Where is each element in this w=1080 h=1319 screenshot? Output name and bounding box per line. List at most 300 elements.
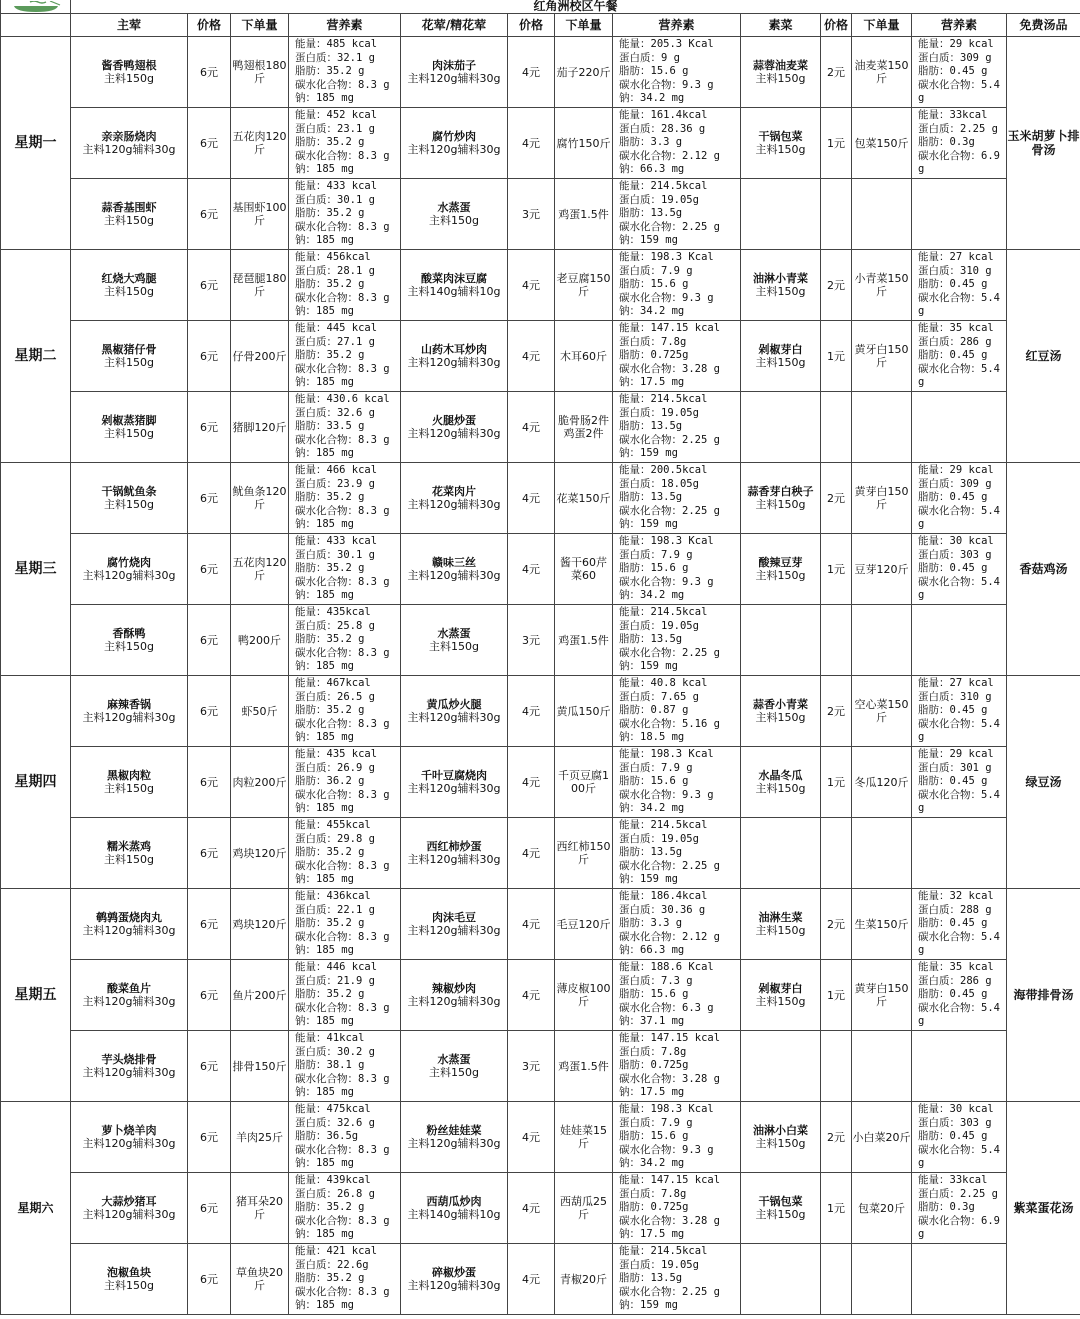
side-price: 4元 [508,960,555,1031]
nutrition-line: 钠：185 mg [295,944,354,957]
nutrition-line: 碳水化合物：2.12 g [619,149,720,162]
nutrition-line: 蛋白质：22.1 g [295,903,375,916]
nutrition-line: 能量：214.5kcal [619,393,708,406]
nutrition-line: 蛋白质：309 g [918,477,992,490]
nutrition-line: 能量：455kcal [295,819,371,832]
dish-spec: 主料150g [755,782,806,795]
nutrition-line: 能量：198.3 Kcal [619,251,714,264]
nutrition-line: 脂肪：0.45 g [918,349,988,362]
nutrition-line: 脂肪：35.2 g [295,278,365,291]
side-order-qty: 脆骨肠2件鸡蛋2件 [555,392,613,463]
soup-cell: 香菇鸡汤 [1007,463,1080,676]
dish-spec: 主料120g辅料30g [407,569,501,582]
side-order-qty: 毛豆120斤 [555,889,613,960]
nutrition-line: 能量：27 kcal [918,677,994,690]
dish-name: 亲亲肠烧肉 [101,130,157,143]
nutrition-line: 能量：421 kcal [295,1245,378,1258]
dish-spec: 主料140g辅料10g [407,1208,501,1221]
dish-spec: 主料150g [104,427,154,440]
nutrition-line: 蛋白质：2.25 g [918,122,998,135]
nutrition-line: 脂肪：15.6 g [619,775,689,788]
nutrition-line: 脂肪：13.5g [619,207,683,220]
dish-spec: 主料150g [755,924,806,937]
nutrition-line: 碳水化合物：5.4 [918,291,1000,304]
nutrition-line: 蛋白质：288 g [918,903,992,916]
nutrition-line: 碳水化合物：8.3 g [295,646,390,659]
nutrition-line: 钠：159 mg [619,1299,678,1312]
nutrition-line: 钠：185 mg [295,660,354,673]
side-price: 4元 [508,889,555,960]
side-price: 4元 [508,1173,555,1244]
dish-cell [71,1031,188,1102]
nutrition-line: 钠：34.2 mg [619,92,685,105]
nutrition-cell [613,534,741,605]
veg-price: 2元 [821,37,852,108]
nutrition-line: 蛋白质：7.8g [619,1045,687,1058]
side-order-qty: 鸡蛋1.5件 [555,179,613,250]
veg-order-qty: 豆芽120斤 [852,534,912,605]
nutrition-line: 钠：17.5 mg [619,1086,685,1099]
nutrition-line: 蛋白质：23.1 g [295,122,375,135]
main-price: 6元 [188,1102,231,1173]
nutrition-line: 钠：185 mg [295,305,354,318]
nutrition-cell [613,1244,741,1315]
dish-cell [401,605,508,676]
nutrition-line: 能量：147.15 kcal [619,322,721,335]
nutrition-line: 钠：159 mg [619,518,678,531]
nutrition-line: 蛋白质：2.25 g [918,1187,998,1200]
dish-cell [401,1031,508,1102]
side-order-qty: 茄子220斤 [555,37,613,108]
nutrition-line: 钠：185 mg [295,92,354,105]
nutrition-cell [613,179,741,250]
dish-spec: 主料150g [755,498,806,511]
nutrition-line: 能量：188.6 Kcal [619,961,714,974]
soup-cell: 红豆汤 [1007,250,1080,463]
dish-spec: 主料120g辅料30g [82,1137,176,1150]
dish-name: 剁椒芽白 [758,982,803,995]
dish-cell [741,1173,821,1244]
nutrition-line: 钠：185 mg [295,589,354,602]
nutrition-cell [912,889,1007,960]
nutrition-line: 能量：29 kcal [918,464,994,477]
dish-spec: 主料120g辅料30g [407,72,501,85]
nutrition-line: 碳水化合物：6.3 g [619,1001,714,1014]
dish-cell [741,250,821,321]
nutrition-line: 蛋白质：29.8 g [295,832,375,845]
empty-cell [852,1244,912,1315]
nutrition-line: 能量：40.8 kcal [619,677,708,690]
nutrition-line: 能量：435 kcal [295,748,378,761]
nutrition-line: 能量：35 kcal [918,322,994,335]
dish-spec: 主料120g辅料30g [82,1066,176,1079]
dish-name: 黑椒肉粒 [107,769,151,782]
dish-spec: 主料150g [755,711,806,724]
nutrition-line: 蛋白质：7.9 g [619,761,693,774]
nutrition-line: 脂肪：35.2 g [295,562,365,575]
dish-cell [71,37,188,108]
nutrition-cell [912,960,1007,1031]
nutrition-cell [289,889,401,960]
nutrition-line: 蛋白质：25.8 g [295,619,375,632]
nutrition-line: 脂肪：33.5 g [295,420,365,433]
empty-cell [852,392,912,463]
nutrition-line: g [918,92,925,105]
nutrition-line: 蛋白质：32.6 g [295,406,375,419]
side-order-qty: 娃娃菜15斤 [555,1102,613,1173]
nutrition-line: 脂肪：0.45 g [918,562,988,575]
nutrition-line: 能量：433 kcal [295,535,378,548]
nutrition-line: 蛋白质：26.8 g [295,1187,375,1200]
nutrition-line: 蛋白质：19.05g [619,1258,699,1271]
day-label: 星期四 [1,676,71,889]
table-row [1,1173,1080,1244]
dish-name: 西葫瓜炒肉 [426,1195,482,1208]
dish-name: 西红柿炒蛋 [426,840,482,853]
nutrition-line: 钠：185 mg [295,1157,354,1170]
column-header: 价格 [188,14,231,37]
empty-cell [912,179,1007,250]
nutrition-cell [613,250,741,321]
header-blank [1,14,71,37]
nutrition-line: 脂肪：0.3g [918,1201,975,1214]
column-header: 下单量 [231,14,289,37]
table-row [1,605,1080,676]
dish-cell [71,321,188,392]
nutrition-cell [912,1102,1007,1173]
veg-price: 2元 [821,250,852,321]
nutrition-line: 能量：436kcal [295,890,371,903]
dish-cell [71,1173,188,1244]
nutrition-line: 钠：185 mg [295,518,354,531]
main-price: 6元 [188,392,231,463]
dish-spec: 主料120g辅料30g [82,569,176,582]
nutrition-line: 碳水化合物：8.3 g [295,78,390,91]
nutrition-line: g [918,1015,925,1028]
nutrition-line: 碳水化合物：9.3 g [619,1143,714,1156]
soup-cell: 海带排骨汤 [1007,889,1080,1102]
dish-spec: 主料120g辅料30g [407,1279,501,1292]
dish-cell [71,747,188,818]
nutrition-line: 脂肪：35.2 g [295,1272,365,1285]
empty-cell [852,605,912,676]
nutrition-cell [613,605,741,676]
nutrition-line: 蛋白质：19.05g [619,406,699,419]
dish-cell [741,889,821,960]
nutrition-line: 脂肪：35.2 g [295,207,365,220]
column-header: 价格 [821,14,852,37]
main-price: 6元 [188,179,231,250]
main-order-qty: 鱿鱼条120斤 [231,463,289,534]
table-row [1,179,1080,250]
nutrition-line: g [918,376,925,389]
side-price: 3元 [508,179,555,250]
nutrition-line: 蛋白质：9 g [619,51,680,64]
nutrition-cell [289,605,401,676]
dish-spec: 主料120g辅料30g [407,711,501,724]
nutrition-line: 钠：66.3 mg [619,944,685,957]
nutrition-line: 蛋白质：19.05g [619,193,699,206]
nutrition-line: 碳水化合物：2.25 g [619,1285,720,1298]
nutrition-cell [613,889,741,960]
nutrition-line: 能量：205.3 Kcal [619,38,714,51]
nutrition-line: 脂肪：35.2 g [295,988,365,1001]
dish-name: 油淋小青菜 [753,272,808,285]
nutrition-line: 钠：66.3 mg [619,163,685,176]
dish-spec: 主料120g辅料30g [407,143,501,156]
nutrition-line: 能量：32 kcal [918,890,994,903]
side-order-qty: 千页豆腐100斤 [555,747,613,818]
veg-order-qty: 冬瓜120斤 [852,747,912,818]
nutrition-line: 碳水化合物：8.3 g [295,930,390,943]
nutrition-cell [289,676,401,747]
empty-cell [852,818,912,889]
veg-price: 1元 [821,960,852,1031]
dish-name: 剁椒蒸猪脚 [101,414,157,427]
dish-spec: 主料120g辅料30g [407,498,501,511]
dish-name: 火腿炒蛋 [432,414,476,427]
nutrition-line: 钠：185 mg [295,731,354,744]
dish-name: 芋头烧排骨 [101,1053,157,1066]
nutrition-line: 蛋白质：310 g [918,690,992,703]
dish-spec: 主料150g [755,1137,806,1150]
dish-cell [741,37,821,108]
dish-cell [71,960,188,1031]
dish-spec: 主料140g辅料10g [407,285,501,298]
nutrition-cell [912,1173,1007,1244]
nutrition-cell [912,37,1007,108]
nutrition-line: 碳水化合物：5.4 [918,575,1000,588]
veg-price: 1元 [821,321,852,392]
dish-spec: 主料120g辅料30g [407,1137,501,1150]
dish-cell [71,605,188,676]
nutrition-line: 蛋白质：30.2 g [295,1045,375,1058]
dish-name: 酸辣豆芽 [758,556,803,569]
nutrition-line: 钠：185 mg [295,802,354,815]
dish-name: 酸菜鱼片 [107,982,151,995]
nutrition-line: 钠：34.2 mg [619,589,685,602]
table-row [1,1102,1080,1173]
nutrition-line: 蛋白质：30.36 g [619,903,706,916]
veg-order-qty: 油麦菜150斤 [852,37,912,108]
nutrition-cell [613,1031,741,1102]
dish-cell [71,676,188,747]
dish-name: 香酥鸭 [112,627,146,640]
dish-name: 蒜香小青菜 [753,698,808,711]
side-order-qty: 木耳60斤 [555,321,613,392]
nutrition-cell [289,1244,401,1315]
nutrition-line: 蛋白质：7.65 g [619,690,699,703]
nutrition-line: 脂肪：0.725g [619,1059,689,1072]
main-order-qty: 仔骨200斤 [231,321,289,392]
table-row [1,889,1080,960]
bowl-icon [1,0,70,13]
main-price: 6元 [188,1244,231,1315]
empty-cell [821,605,852,676]
empty-cell [741,1244,821,1315]
nutrition-line: 碳水化合物：2.25 g [619,504,720,517]
main-order-qty: 虾50斤 [231,676,289,747]
nutrition-line: 碳水化合物：8.3 g [295,575,390,588]
nutrition-line: 能量：147.15 kcal [619,1032,721,1045]
nutrition-line: g [918,1157,925,1170]
dish-cell [401,960,508,1031]
dish-spec: 主料150g [755,285,806,298]
nutrition-line: 蛋白质：7.8g [619,335,687,348]
empty-cell [852,179,912,250]
nutrition-line: 能量：214.5kcal [619,180,708,193]
dish-name: 干锅鱿鱼条 [101,485,157,498]
logo-cell [1,0,71,14]
side-price: 4元 [508,1102,555,1173]
nutrition-line: 蛋白质：32.1 g [295,51,375,64]
nutrition-line: 钠：185 mg [295,1086,354,1099]
nutrition-line: g [918,305,925,318]
nutrition-line: 能量：35 kcal [918,961,994,974]
dish-name: 酱香鸭翅根 [101,59,157,72]
nutrition-line: 能量：439kcal [295,1174,371,1187]
nutrition-line: 钠：185 mg [295,1228,354,1241]
nutrition-line: 脂肪：0.45 g [918,988,988,1001]
dish-cell [741,960,821,1031]
nutrition-cell [912,463,1007,534]
veg-price: 1元 [821,534,852,605]
dish-name: 粉丝娃娃菜 [426,1124,482,1137]
nutrition-line: 能量：161.4kcal [619,109,708,122]
main-order-qty: 肉粒200斤 [231,747,289,818]
main-price: 6元 [188,321,231,392]
nutrition-line: 碳水化合物：8.3 g [295,362,390,375]
nutrition-line: 钠：17.5 mg [619,376,685,389]
nutrition-line: 脂肪：0.45 g [918,1130,988,1143]
nutrition-cell [613,818,741,889]
main-price: 6元 [188,1031,231,1102]
dish-spec: 主料150g [429,1066,479,1079]
nutrition-line: 碳水化合物：9.3 g [619,291,714,304]
nutrition-line: 碳水化合物：8.3 g [295,504,390,517]
dish-spec: 主料120g辅料30g [407,427,501,440]
main-price: 6元 [188,605,231,676]
nutrition-line: 碳水化合物：5.16 g [619,717,720,730]
nutrition-line: 脂肪：35.2 g [295,704,365,717]
dish-spec: 主料120g辅料30g [82,995,176,1008]
dish-cell [741,1102,821,1173]
nutrition-cell [289,1031,401,1102]
dish-cell [401,889,508,960]
table-row [1,534,1080,605]
table-row [1,250,1080,321]
main-order-qty: 草鱼块20斤 [231,1244,289,1315]
dish-name: 腐竹烧肉 [107,556,151,569]
main-price: 6元 [188,250,231,321]
empty-cell [912,605,1007,676]
dish-spec: 主料150g [755,1208,806,1221]
nutrition-line: 能量：30 kcal [918,535,994,548]
empty-cell [741,818,821,889]
nutrition-line: 能量：475kcal [295,1103,371,1116]
dish-cell [401,108,508,179]
main-order-qty: 五花肉120斤 [231,108,289,179]
column-header: 营养素 [912,14,1007,37]
nutrition-cell [289,1102,401,1173]
side-order-qty: 鸡蛋1.5件 [555,605,613,676]
dish-name: 肉沫毛豆 [432,911,476,924]
side-order-qty: 花菜150斤 [555,463,613,534]
nutrition-line: 蛋白质：7.9 g [619,548,693,561]
dish-name: 蒜蓉油麦菜 [753,59,808,72]
dish-cell [71,179,188,250]
nutrition-cell [613,108,741,179]
dish-name: 碎椒炒蛋 [432,1266,476,1279]
dish-name: 腐竹炒肉 [432,130,476,143]
nutrition-line: 能量：452 kcal [295,109,378,122]
veg-order-qty: 小青菜150斤 [852,250,912,321]
nutrition-line: 能量：433 kcal [295,180,378,193]
nutrition-cell [613,321,741,392]
nutrition-line: 脂肪：15.6 g [619,562,689,575]
nutrition-line: 碳水化合物：5.4 [918,1001,1000,1014]
dish-cell [741,534,821,605]
dish-cell [401,818,508,889]
empty-cell [912,818,1007,889]
nutrition-line: 碳水化合物：5.4 [918,504,1000,517]
day-label: 星期六 [1,1102,71,1315]
dish-cell [741,676,821,747]
dish-cell [401,321,508,392]
column-header: 免费汤品 [1007,14,1080,37]
veg-order-qty: 包菜150斤 [852,108,912,179]
side-price: 4元 [508,818,555,889]
side-price: 4元 [508,321,555,392]
side-order-qty: 西葫瓜25斤 [555,1173,613,1244]
nutrition-line: 能量：198.3 Kcal [619,535,714,548]
nutrition-cell [613,960,741,1031]
nutrition-line: 脂肪：0.87 g [619,704,689,717]
soup-cell: 紫菜蛋花汤 [1007,1102,1080,1315]
nutrition-line: 碳水化合物：2.25 g [619,646,720,659]
nutrition-cell [289,960,401,1031]
side-order-qty: 鸡蛋1.5件 [555,1031,613,1102]
empty-cell [821,392,852,463]
dish-spec: 主料120g辅料30g [407,924,501,937]
day-label: 星期一 [1,37,71,250]
nutrition-line: 碳水化合物：3.28 g [619,1072,720,1085]
empty-cell [852,1031,912,1102]
empty-cell [741,392,821,463]
veg-order-qty: 空心菜150斤 [852,676,912,747]
dish-spec: 主料120g辅料30g [82,711,176,724]
column-header: 素菜 [741,14,821,37]
nutrition-cell [289,250,401,321]
table-row [1,108,1080,179]
nutrition-line: 碳水化合物：9.3 g [619,575,714,588]
nutrition-line: 钠：17.5 mg [619,1228,685,1241]
column-header: 营养素 [613,14,741,37]
dish-cell [71,818,188,889]
nutrition-line: 脂肪：3.3 g [619,136,683,149]
table-row [1,676,1080,747]
table-row [1,321,1080,392]
nutrition-line: 脂肪：15.6 g [619,1130,689,1143]
nutrition-line: 钠：159 mg [619,447,678,460]
side-order-qty: 酱干60芹菜60 [555,534,613,605]
nutrition-line: 脂肪：13.5g [619,420,683,433]
main-price: 6元 [188,534,231,605]
empty-cell [741,605,821,676]
column-header: 下单量 [852,14,912,37]
dish-name: 黑椒猪仔骨 [101,343,157,356]
nutrition-line: 蛋白质：310 g [918,264,992,277]
